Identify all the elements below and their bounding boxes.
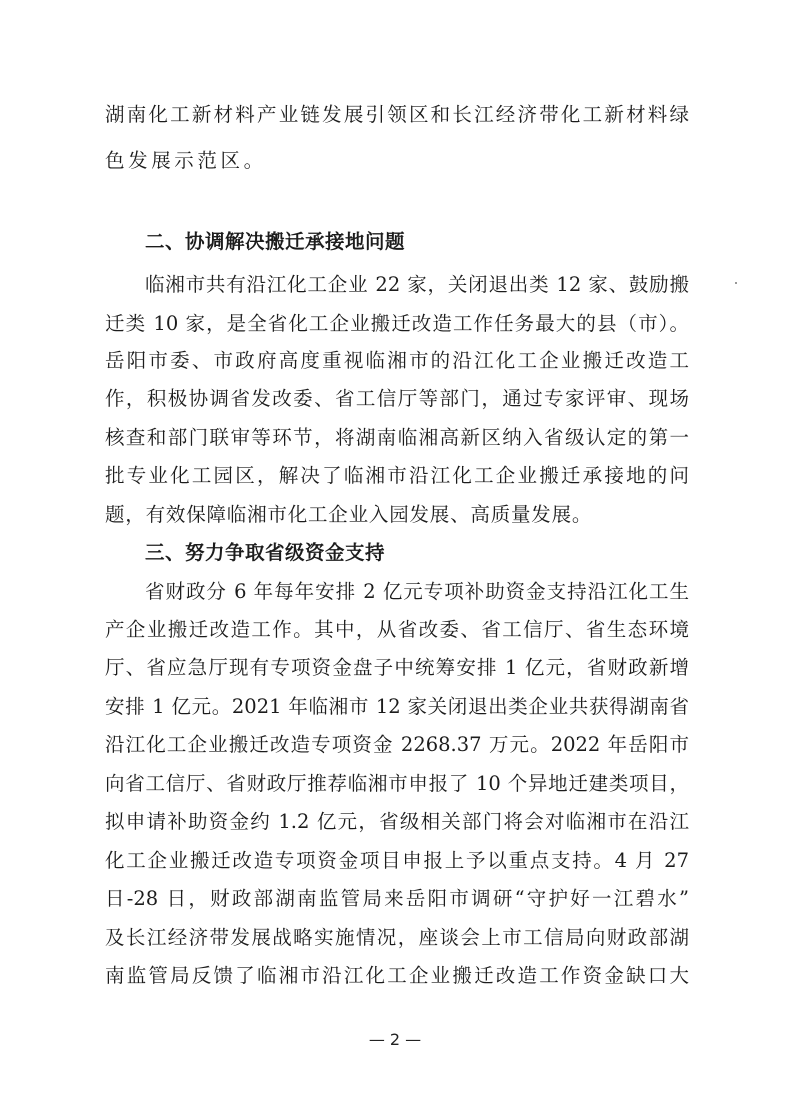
body-line: 作，积极协调省发改委、省工信厅等部门，通过专家评审、现场 <box>105 387 689 410</box>
body-line: 化工企业搬迁改造专项资金项目申报上予以重点支持。4 月 27 <box>105 849 689 872</box>
body-line: 批专业化工园区，解决了临湘市沿江化工企业搬迁承接地的问 <box>105 464 689 487</box>
body-line: 湖南化工新材料产业链发展引领区和长江经济带化工新材料绿 <box>105 103 689 126</box>
section-heading: 二、协调解决搬迁承接地问题 <box>145 230 406 253</box>
body-line: 迁类 10 家，是全省化工企业搬迁改造工作任务最大的县（市）。 <box>105 312 689 335</box>
body-line: 产企业搬迁改造工作。其中，从省改委、省工信厅、省生态环境 <box>105 618 689 641</box>
body-line: 向省工信厅、省财政厅推荐临湘市申报了 10 个异地迁建类项目， <box>105 772 689 795</box>
body-line: 沿江化工企业搬迁改造专项资金 2268.37 万元。2022 年岳阳市 <box>105 733 689 756</box>
body-line: 日-28 日，财政部湖南监管局来岳阳市调研“守护好一江碧水” <box>105 887 689 910</box>
body-line: 色发展示范区。 <box>105 149 267 172</box>
body-line: 岳阳市委、市政府高度重视临湘市的沿江化工企业搬迁改造工 <box>105 349 689 372</box>
body-line: 拟申请补助资金约 1.2 亿元，省级相关部门将会对临湘市在沿江 <box>105 810 689 833</box>
body-line: 及长江经济带发展战略实施情况，座谈会上市工信局向财政部湖 <box>105 926 689 949</box>
body-line: 省财政分 6 年每年安排 2 亿元专项补助资金支持沿江化工生 <box>145 580 689 603</box>
body-line: 厅、省应急厅现有专项资金盘子中统筹安排 1 亿元，省财政新增 <box>105 656 689 679</box>
body-line: 安排 1 亿元。2021 年临湘市 12 家关闭退出类企业共获得湖南省 <box>105 695 689 718</box>
scan-speck <box>735 282 737 284</box>
body-line: 题，有效保障临湘市化工企业入园发展、高质量发展。 <box>105 503 593 526</box>
body-line: 临湘市共有沿江化工企业 22 家，关闭退出类 12 家、鼓励搬 <box>145 273 689 296</box>
page-number: — 2 — <box>368 1030 422 1049</box>
body-line: 南监管局反馈了临湘市沿江化工企业搬迁改造工作资金缺口大 <box>105 964 689 987</box>
section-heading: 三、努力争取省级资金支持 <box>145 541 386 564</box>
body-line: 核查和部门联审等环节，将湖南临湘高新区纳入省级认定的第一 <box>105 426 689 449</box>
